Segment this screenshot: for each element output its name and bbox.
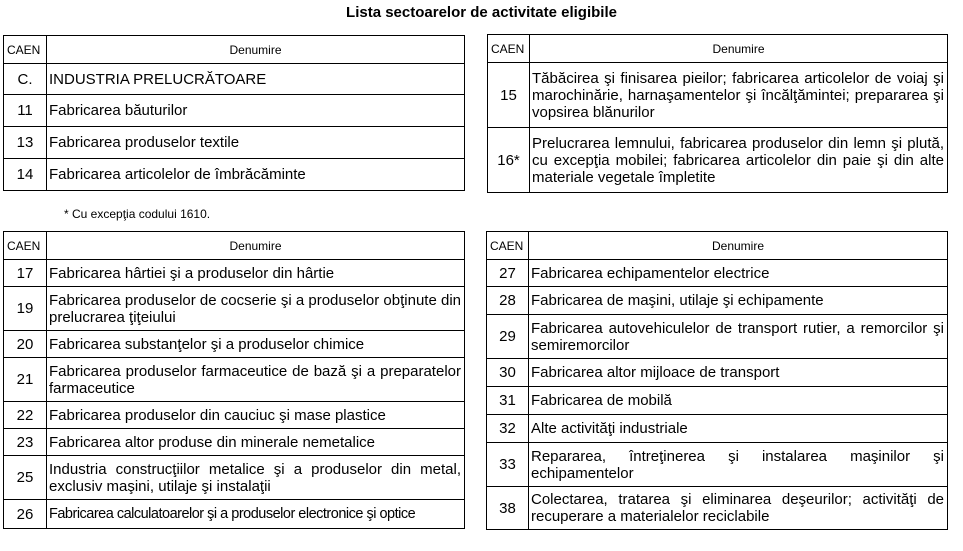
caen-header: CAEN: [488, 35, 530, 63]
table-row: [487, 260, 948, 287]
caen-code: 23: [4, 429, 47, 456]
caen-code: 28: [487, 287, 529, 315]
caen-table-4: [486, 231, 948, 530]
activity-name: Alte activităţi industriale: [529, 415, 948, 443]
caen-code: 25: [4, 456, 47, 500]
activity-name: Tăbăcirea şi finisarea pieilor; fabricarea articolelor de voiaj şi marochinărie, harnaşamentelor şi încălţămintei; prepararea şi vopsirea blănurilor: [530, 63, 948, 128]
caen-code: 33: [487, 443, 529, 487]
table-row: [4, 159, 465, 191]
caen-code: 11: [4, 95, 47, 127]
table-row: [4, 456, 465, 500]
activity-name: Colectarea, tratarea şi eliminarea deşeurilor; activităţi de recuperare a materialelor reciclabile: [529, 487, 948, 530]
activity-name: Fabricarea echipamentelor electrice: [529, 260, 948, 287]
table-row: [487, 287, 948, 315]
table-row: [4, 331, 465, 358]
caen-code: 15: [488, 63, 530, 128]
table-row: [487, 415, 948, 443]
table-row: [4, 500, 465, 529]
table-header-row: [487, 232, 948, 260]
caen-code: 14: [4, 159, 47, 191]
activity-name: Fabricarea calculatoarelor şi a produselor electronice şi optice: [47, 500, 465, 529]
activity-name: Fabricarea hârtiei şi a produselor din hârtie: [47, 260, 465, 287]
caen-code: 21: [4, 358, 47, 402]
table-header-row: [4, 232, 465, 260]
caen-code: 22: [4, 402, 47, 429]
caen-table-1: [3, 35, 465, 191]
table-row: [4, 95, 465, 127]
table-row: [4, 127, 465, 159]
activity-name: Fabricarea substanţelor şi a produselor chimice: [47, 331, 465, 358]
activity-name: Fabricarea articolelor de îmbrăcăminte: [47, 159, 465, 191]
caen-code: 26: [4, 500, 47, 529]
caen-code: 19: [4, 287, 47, 331]
denumire-header: Denumire: [530, 35, 948, 63]
activity-name: Fabricarea autovehiculelor de transport rutier, a remorcilor şi semiremorcilor: [529, 315, 948, 359]
caen-header: CAEN: [487, 232, 529, 260]
caen-header: CAEN: [4, 232, 47, 260]
table-header-row: [4, 36, 465, 64]
caen-code: 16*: [488, 128, 530, 193]
denumire-header: Denumire: [529, 232, 948, 260]
activity-name: Fabricarea băuturilor: [47, 95, 465, 127]
caen-code: 20: [4, 331, 47, 358]
table-row: [487, 487, 948, 530]
caen-code: 32: [487, 415, 529, 443]
caen-code: 38: [487, 487, 529, 530]
activity-name: Industria construcţiilor metalice şi a produselor din metal, exclusiv maşini, utilaje şi instalaţii: [47, 456, 465, 500]
caen-code: 17: [4, 260, 47, 287]
caen-code: C.: [4, 64, 47, 95]
denumire-header: Denumire: [47, 232, 465, 260]
activity-name: Fabricarea produselor din cauciuc şi mase plastice: [47, 402, 465, 429]
activity-name: Prelucrarea lemnului, fabricarea produselor din lemn şi plută, cu excepţia mobilei; fabricarea articolelor din paie şi din alte materiale vegetale împletite: [530, 128, 948, 193]
table-row: [487, 443, 948, 487]
table-row: [488, 128, 948, 193]
caen-code: 31: [487, 387, 529, 415]
page-title: Lista sectoarelor de activitate eligibile: [346, 4, 617, 21]
table-row: [487, 387, 948, 415]
activity-name: Fabricarea produselor de cocserie şi a produselor obţinute din prelucrarea ţiţeiului: [47, 287, 465, 331]
denumire-header: Denumire: [47, 36, 465, 64]
activity-name: Fabricarea de maşini, utilaje şi echipamente: [529, 287, 948, 315]
table-row: [488, 63, 948, 128]
caen-code: 13: [4, 127, 47, 159]
table-row: [4, 64, 465, 95]
caen-table-2: [487, 34, 948, 193]
caen-code: 29: [487, 315, 529, 359]
table-header-row: [488, 35, 948, 63]
caen-table-3: [3, 231, 465, 529]
caen-header: CAEN: [4, 36, 47, 64]
activity-name: Fabricarea altor mijloace de transport: [529, 359, 948, 387]
table-row: [4, 402, 465, 429]
footnote: * Cu excepţia codului 1610.: [64, 207, 211, 221]
table-row: [4, 287, 465, 331]
caen-code: 27: [487, 260, 529, 287]
activity-name: Repararea, întreţinerea şi instalarea maşinilor şi echipamentelor: [529, 443, 948, 487]
table-row: [4, 260, 465, 287]
activity-name: Fabricarea produselor farmaceutice de bază şi a preparatelor farmaceutice: [47, 358, 465, 402]
table-row: [487, 315, 948, 359]
activity-name: INDUSTRIA PRELUCRĂTOARE: [47, 64, 465, 95]
table-row: [4, 358, 465, 402]
activity-name: Fabricarea produselor textile: [47, 127, 465, 159]
caen-code: 30: [487, 359, 529, 387]
activity-name: Fabricarea altor produse din minerale nemetalice: [47, 429, 465, 456]
activity-name: Fabricarea de mobilă: [529, 387, 948, 415]
table-row: [4, 429, 465, 456]
table-row: [487, 359, 948, 387]
